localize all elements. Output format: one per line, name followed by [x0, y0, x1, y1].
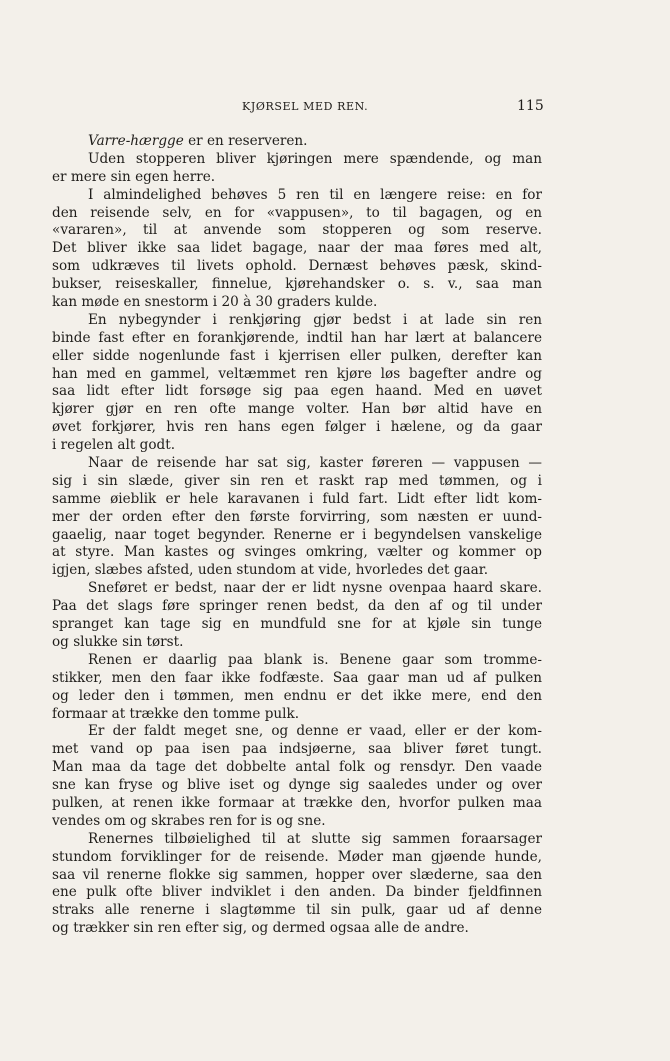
text-line: saa vil renerne flokke sig sammen, hopper over slæderne, saa den	[52, 866, 542, 883]
running-title: KJØRSEL MED REN.	[242, 100, 369, 113]
line-tail: er en reserveren.	[183, 133, 308, 149]
text-line: og trækker sin ren efter sig, og dermed ogsaa alle de andre.	[52, 920, 469, 937]
text-line: Renernes tilbøielighed til at slutte sig sammen foraarsager	[88, 830, 542, 847]
text-line: ene pulk ofte bliver indviklet i den anden. Da binder fjeldfinnen	[52, 884, 542, 901]
text-line: Man maa da tage det dobbelte antal folk og rensdyr. Den vaade	[52, 759, 542, 776]
text-line: saa lidt efter lidt forsøge sig paa egen haand. Med en uøvet	[52, 383, 542, 400]
text-line: den reisende selv, en for «vappusen», to til bagagen, og en	[52, 204, 542, 221]
text-line: Det bliver ikke saa lidet bagage, naar der maa føres med alt,	[52, 240, 542, 257]
page-number: 115	[517, 98, 544, 114]
text-line: binde fast efter en forankjørende, indtil han har lært at balancere	[52, 329, 542, 346]
text-line: vendes om og skrabes ren for is og sne.	[52, 812, 326, 829]
text-line: kan møde en snestorm i 20 à 30 graders kulde.	[52, 294, 378, 311]
text-line: Er der faldt meget sne, og denne er vaad, eller er der kom-	[88, 723, 542, 740]
text-line: kjører gjør en ren ofte mange volter. Han bør altid have en	[52, 401, 542, 418]
text-line: sne kan fryse og blive iset og dynge sig saaledes under og over	[52, 777, 542, 794]
text-line: samme øieblik er hele karavanen i fuld fart. Lidt efter lidt kom-	[52, 490, 542, 507]
text-line: straks alle renerne i slagtømme til sin pulk, gaar ud af denne	[52, 902, 542, 919]
text-line: formaar at trække den tomme pulk.	[52, 705, 300, 722]
text-line: Naar de reisende har sat sig, kaster føreren — vappusen —	[88, 455, 542, 472]
body-text	[52, 133, 542, 938]
text-line: han med en gammel, veltæmmet ren kjøre løs bagefter andre og	[52, 365, 542, 382]
text-line: stikker, men den faar ikke fodfæste. Saa gaar man ud af pulken	[52, 669, 542, 686]
text-line: øvet forkjører, hvis ren hans egen følger i hælene, og da gaar	[52, 419, 542, 436]
italic-term: Varre-hærgge	[88, 133, 184, 149]
text-line: er mere sin egen herre.	[52, 168, 216, 185]
text-line: og leder den i tømmen, men endnu er det ikke mere, end den	[52, 687, 542, 704]
text-line: pulken, at renen ikke formaar at trække den, hvorfor pulken maa	[52, 794, 542, 811]
text-line: En nybegynder i renkjøring gjør bedst i at lade sin ren	[88, 311, 542, 328]
text-line: Paa det slags føre springer renen bedst, da den af og til under	[52, 598, 542, 615]
text-line: stundom forviklinger for de reisende. Møder man gjøende hunde,	[52, 848, 542, 865]
text-line: «vararen», til at anvende som stopperen og som reserve.	[52, 222, 542, 239]
text-line: spranget kan tage sig en mundfuld sne for at kjøle sin tunge	[52, 616, 542, 633]
text-line: sig i sin slæde, giver sin ren et raskt rap med tømmen, og i	[52, 472, 542, 489]
text-line: Uden stopperen bliver kjøringen mere spændende, og man	[88, 150, 542, 167]
text-line: mer der orden efter den første forvirring, som næsten er uund-	[52, 508, 542, 525]
text-line: som udkræves til livets ophold. Dernæst behøves pæsk, skind-	[52, 258, 542, 275]
text-line: I almindelighed behøves 5 ren til en længere reise: en for	[88, 186, 542, 203]
text-line: at styre. Man kastes og svinges omkring, vælter og kommer op	[52, 544, 542, 561]
text-line: met vand op paa isen paa indsjøerne, saa bliver føret tungt.	[52, 741, 542, 758]
text-line: bukser, reiseskaller, finnelue, kjørehandsker o. s. v., saa man	[52, 276, 542, 293]
text-line	[52, 133, 542, 151]
text-line: og slukke sin tørst.	[52, 633, 184, 650]
running-head	[0, 100, 670, 120]
text-line: igjen, slæbes afsted, uden stundom at vide, hvorledes det gaar.	[52, 562, 489, 579]
text-line: i regelen alt godt.	[52, 437, 176, 454]
text-line: gaaelig, naar toget begynder. Renerne er i begyndelsen vanskelige	[52, 526, 542, 543]
text-line: eller sidde nogenlunde fast i kjerrisen eller pulken, derefter kan	[52, 347, 542, 364]
text-line: Sneføret er bedst, naar der er lidt nysne ovenpaa haard skare.	[88, 580, 542, 597]
text-line: Renen er daarlig paa blank is. Benene gaar som tromme-	[88, 651, 542, 668]
